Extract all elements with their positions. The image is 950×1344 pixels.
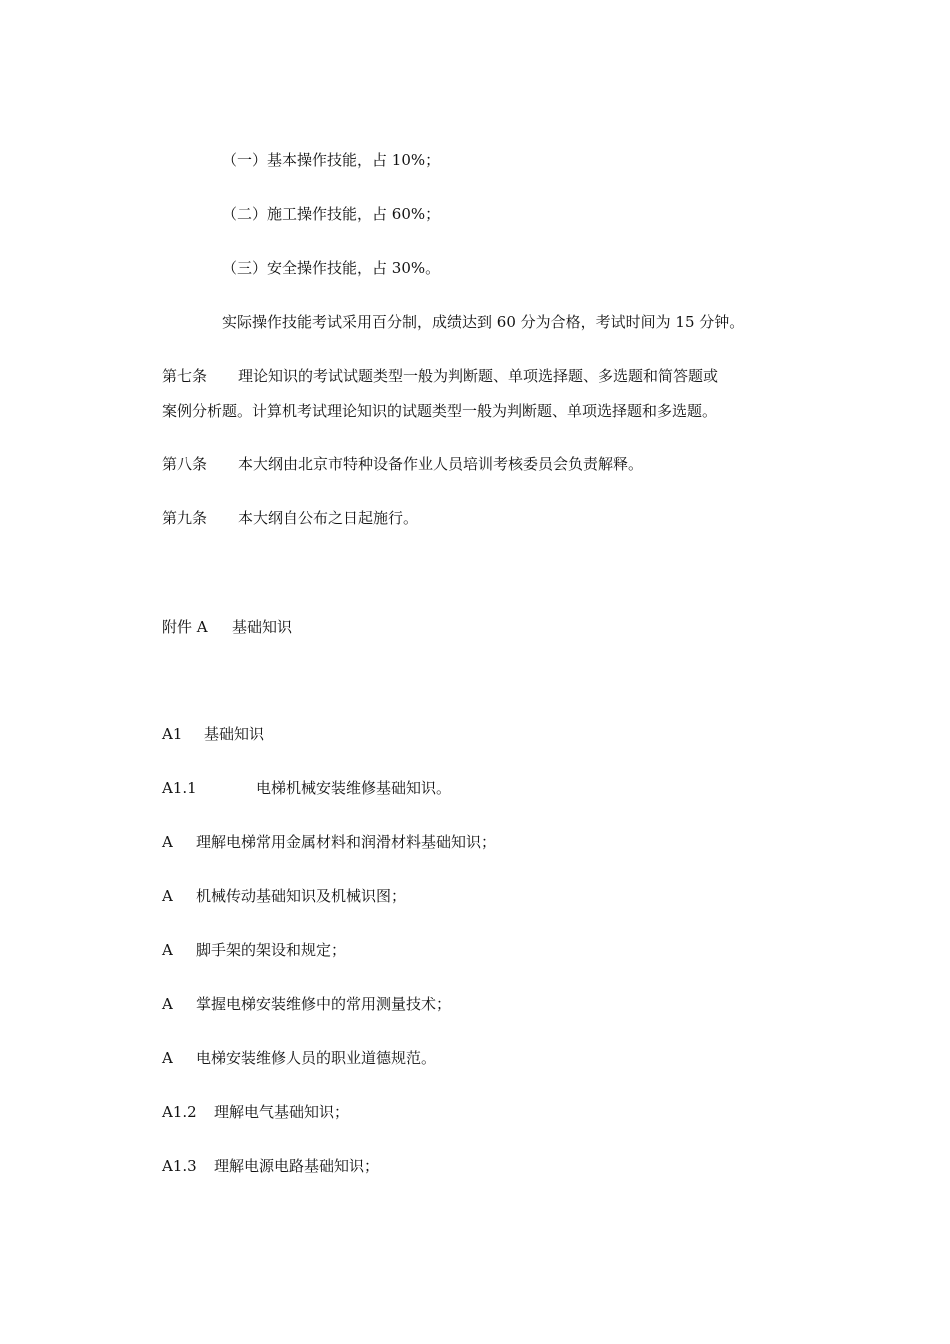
article-9-label: 第九条 <box>162 509 208 527</box>
practical-exam-paragraph: 实际操作技能考试采用百分制，成绩达到 60 分为合格，考试时间为 15 分钟。 <box>222 313 745 331</box>
a-item-label: A <box>162 887 173 905</box>
article-9-text: 本大纲自公布之日起施行。 <box>238 509 419 527</box>
annex-a-label: 附件 A <box>162 618 208 636</box>
a-item-label: A <box>162 995 173 1013</box>
article-9 <box>162 508 418 528</box>
section-a1-2-label: A1.2 <box>162 1103 197 1121</box>
article-8-label: 第八条 <box>162 455 208 473</box>
section-a1-1 <box>162 778 451 798</box>
article-7-text-1: 理论知识的考试试题类型一般为判断题、单项选择题、多选题和简答题或 <box>238 367 719 385</box>
section-a1-title: 基础知识 <box>204 725 265 743</box>
a-item-text: 脚手架的架设和规定； <box>196 941 347 959</box>
a-item-text: 电梯安装维修人员的职业道德规范。 <box>196 1049 437 1067</box>
annex-a-title: 基础知识 <box>232 618 293 636</box>
section-a1-3-label: A1.3 <box>162 1157 197 1175</box>
annex-a-heading <box>162 617 292 637</box>
article-7-line-1 <box>162 366 718 386</box>
section-a1-3-text: 理解电源电路基础知识； <box>214 1157 380 1175</box>
a-item-text: 理解电梯常用金属材料和润滑材料基础知识； <box>196 833 497 851</box>
a-item-text: 掌握电梯安装维修中的常用测量技术； <box>196 995 452 1013</box>
a-list-item <box>162 832 496 852</box>
section-a1-1-title: 电梯机械安装维修基础知识。 <box>256 779 452 797</box>
section-a1-3 <box>162 1156 379 1176</box>
article-8 <box>162 454 643 474</box>
a-list-item <box>162 886 406 906</box>
a-item-label: A <box>162 941 173 959</box>
a-item-label: A <box>162 833 173 851</box>
skill-item-basic: （一）基本操作技能，占 10%； <box>222 151 441 169</box>
section-a1-1-label: A1.1 <box>162 779 197 797</box>
skill-item-construction: （二）施工操作技能，占 60%； <box>222 205 441 223</box>
article-7-label: 第七条 <box>162 367 208 385</box>
section-a1-2-text: 理解电气基础知识； <box>214 1103 350 1121</box>
section-a1-label: A1 <box>162 725 183 743</box>
a-item-text: 机械传动基础知识及机械识图； <box>196 887 407 905</box>
a-list-item <box>162 994 451 1014</box>
section-a1-heading <box>162 724 264 744</box>
section-a1-2 <box>162 1102 349 1122</box>
a-item-label: A <box>162 1049 173 1067</box>
a-list-item <box>162 1048 436 1068</box>
skill-item-safety: （三）安全操作技能，占 30%。 <box>222 259 441 277</box>
article-8-text: 本大纲由北京市特种设备作业人员培训考核委员会负责解释。 <box>238 455 644 473</box>
a-list-item <box>162 940 346 960</box>
article-7-line-2: 案例分析题。计算机考试理论知识的试题类型一般为判断题、单项选择题和多选题。 <box>162 402 718 420</box>
